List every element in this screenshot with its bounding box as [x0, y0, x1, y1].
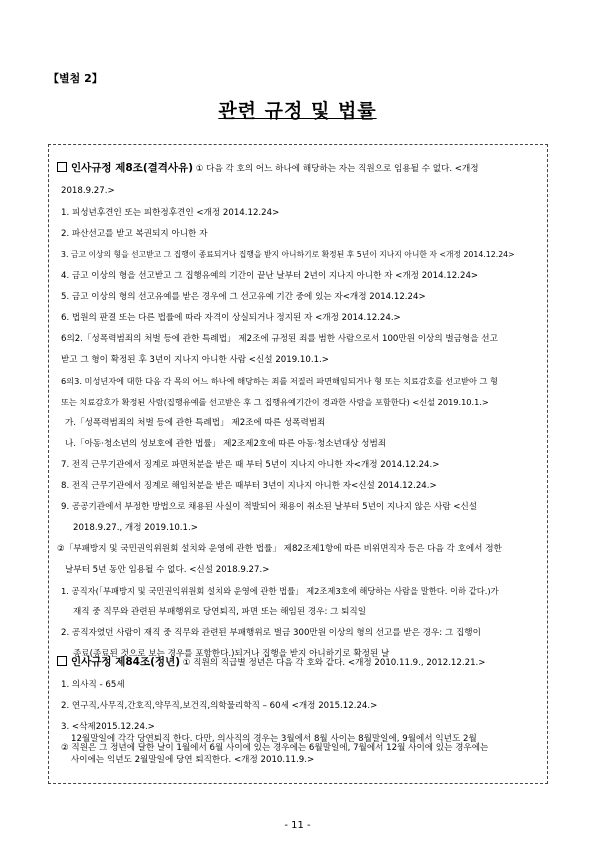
sub-item: 나.「아동·청소년의 성보호에 관한 법률」 제2조제2호에 따른 아동·청소년대상 성범죄: [65, 439, 387, 449]
checkbox-square-icon: [57, 656, 67, 666]
text-line: 받고 그 형이 확정된 후 3년이 지나지 아니한 사람 <신설 2019.10.1.>: [61, 355, 329, 365]
checkbox-square-icon: [57, 162, 67, 172]
list-item: 8. 전직 근무기관에서 징계로 해임처분을 받은 때부터 3년이 지나지 아니한 자<신설 2014.12.24.>: [61, 481, 437, 491]
text-line: 재직 중 직무와 관련된 부패행위로 당연퇴직, 파면 또는 해임된 경우: 그 퇴직일: [73, 607, 367, 617]
list-item: 3. <삭제2015.12.24.>: [61, 722, 155, 732]
text-line: 또는 치료감호가 확정된 사람(집행유예를 선고받은 후 그 집행유예기간이 경과한 사람을 포함한다) <신설 2019.10.1.>: [61, 397, 489, 407]
list-item: 6의3. 미성년자에 대한 다음 각 목의 어느 하나에 해당하는 죄를 저질러 파면해임되거나 형 또는 치료감호를 선고받아 그 형: [61, 376, 498, 386]
list-item: 2. 연구직,사무직,간호직,약무직,보건직,의학물리학직 – 60세 <개정 2015.12.24.>: [61, 701, 378, 711]
list-item: 5. 금고 이상의 형의 선고유예를 받은 경우에 그 선고유예 기간 중에 있는 자<개정 2014.12.24>: [61, 292, 426, 302]
sub-item: 가.「성폭력범죄의 처벌 등에 관한 특례법」 제2조에 따른 성폭력범죄: [65, 418, 326, 428]
section-84-heading: 인사규정 제84조(정년) ① 직원의 직급별 정년은 다음 각 호와 같다. <개정 2010.11.9., 2012.12.21.>: [57, 656, 485, 669]
list-item: 6의2.「성폭력범죄의 처벌 등에 관한 특례법」 제2조에 규정된 죄를 범한 사람으로서 100만원 이상의 벌금형을 선고: [61, 334, 498, 344]
paragraph-line: ②「부패방지 및 국민권익위원회 설치와 운영에 관한 법률」 제82조제1항에 따른 비위면직자 등은 다음 각 호에서 정한: [57, 544, 502, 554]
text-line: 2018.9.27.>: [61, 186, 115, 196]
text-line: 2018.9.27., 개정 2019.10.1.>: [73, 523, 198, 533]
section-8-heading: 인사규정 제8조(결격사유) ① 다음 각 호의 어느 하나에 해당하는 자는 직원으로 임용될 수 없다. <개정: [57, 162, 479, 175]
regulation-box: [48, 144, 548, 784]
list-item: 2. 공직자였던 사람이 재직 중 직무와 관련된 부패행위로 벌금 300만원 이상의 형의 선고를 받은 경우: 그 집행이: [61, 628, 481, 638]
text-line: 사이에는 익년도 2월말일에 당연 퇴직한다. <개정 2010.11.9.>: [71, 755, 315, 765]
list-item: 1. 의사직 - 65세: [61, 680, 125, 690]
list-item: 2. 파산선고를 받고 복권되지 아니한 자: [61, 229, 208, 239]
text-line: 12월말일에 각각 당연퇴직 한다. 다만, 의사직의 경우는 3월에서 8월 사이는 8월말일에, 9월에서 익년도 2월: [71, 734, 477, 744]
text-line: 날부터 5년 동안 임용될 수 없다. <신설 2018.9.27.>: [65, 565, 270, 575]
text-line: 종료(종료된 것으로 보는 경우를 포함한다.)되거나 집행을 받지 아니하기로 확정된 날: [73, 649, 390, 659]
attachment-tag: 【별첨 2】: [48, 72, 103, 85]
list-item: 1. 공직자(「부패방지 및 국민권익위원회 설치와 운영에 관한 법률」 제2조제3호에 해당하는 사람을 말한다. 이하 같다.)가: [61, 586, 499, 596]
list-item: 4. 금고 이상의 형을 선고받고 그 집행유예의 기간이 끝난 날부터 2년이 지나지 아니한 자 <개정 2014.12.24>: [61, 271, 479, 281]
page-number: - 11 -: [284, 820, 311, 831]
list-item: 9. 공공기관에서 부정한 방법으로 채용된 사실이 적발되어 채용이 취소된 날부터 5년이 지나지 않은 사람 <신설: [61, 502, 478, 512]
list-item: 6. 법원의 판결 또는 다른 법률에 따라 자격이 상실되거나 정지된 자 <개정 2014.12.24.>: [61, 313, 401, 323]
list-item: 1. 피성년후견인 또는 피한정후견인 <개정 2014.12.24>: [61, 208, 280, 218]
list-item: 3. 금고 이상의 형을 선고받고 그 집행이 종료되거나 집행을 받지 아니하기로 확정된 후 5년이 지나지 아니한 자 <개정 2014.12.24>: [61, 250, 515, 259]
page-title: 관련 규정 및 법률: [218, 100, 377, 122]
paragraph-line: ② 직원은 그 정년에 달한 날이 1월에서 6월 사이에 있는 경우에는 6월말일에, 7월에서 12월 사이에 있는 경우에는: [61, 743, 489, 753]
list-item: 7. 전직 근무기관에서 징계로 파면처분을 받은 때 부터 5년이 지나지 아니한 자<개정 2014.12.24.>: [61, 460, 440, 470]
